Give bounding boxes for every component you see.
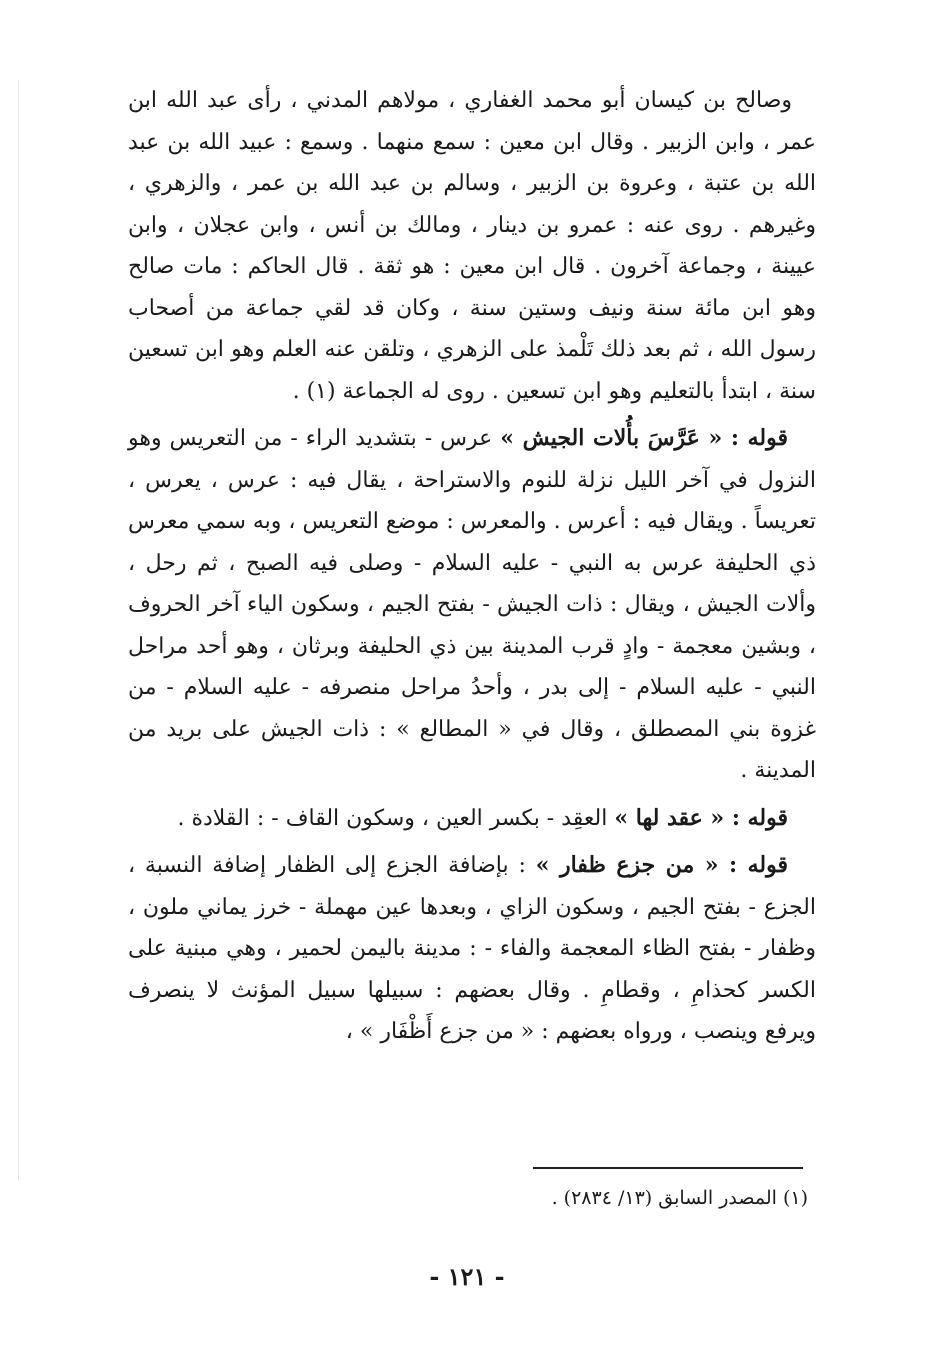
scan-margin-line [18,80,19,1180]
text-line: الياء آخر الحروف ، وبشين معجمة - وادٍ قرب المدينة بين ذي الحليفة [128,592,816,659]
footnote: (١) المصدر السابق (١٣/ ٢٨٣٤) . [551,1187,808,1209]
text-line: : بإضافة الجزع إلى الظفار إضافة النسبة ، [128,853,526,878]
page-number: - ١٢١ - [429,1262,505,1291]
text-line: عمر ، والزهري ، وغيرهم . روى عنه : عمرو بن دينار ، ومالك بن [128,171,816,238]
text-line: أنس ، وابن عجلان ، وابن عيينة ، وجماعة آخرون . قال ابن معين : [128,212,816,279]
text-line: رحل ، وألات الجيش ، ويقال : ذات الجيش - بفتح الجيم ، وسكون [128,550,816,617]
paragraph-jaz-zafar [128,845,816,1053]
text-line: وصالح بن كيسان أبو محمد الغفاري ، مولاهم المدني ، رأى عبد الله [166,88,792,113]
text-line: الزهري ، وتلقن عنه العلم وهو ابن تسعين سنة ، ابتدأ بالتعليم وهو ابن [128,337,816,404]
text-line: تسعين . روى له الجماعة (١) . [292,378,566,404]
text-line: الجزع - بفتح الجيم ، وسكون الزاي ، وبعدها عين مهملة - خرز يماني [197,894,816,920]
text-line: المؤنث لا ينصرف ويرفع وينصب ، ورواه بعضهم : « من جزع أَظْفَار » ، [128,977,816,1044]
paragraph-salih-biography [128,80,816,412]
text-line: النزول في آخر الليل نزلة للنوم والاستراحة ، يقال فيه : عرس ، يعرس ، [128,467,816,493]
text-line: العقِد - بكسر العين ، وسكون القاف - : القلادة . [177,805,608,831]
text-line: منصرفه - عليه السلام - من غزوة بني المصطلق ، وقال في « المطالع » : [128,675,816,742]
text-line: عبيد الله بن عبد الله بن عتبة ، وعروة بن الزبير ، وسالم بن عبد الله بن [128,129,817,196]
paragraph-lead: قوله : « من جزع ظفار » [535,852,788,878]
paragraph-lead: قوله : « عَرَّسَ بأُلات الجيش » [500,425,788,451]
text-line: ذات الجيش على بريد من المدينة . [128,716,816,783]
paragraph-iqd [128,798,816,840]
text-line: ابن عمر ، وابن الزبير . وقال ابن معين : سمع منهما . وسمع : [128,88,816,155]
text-line: وبرثان ، وهو أحد مراحل النبي - عليه السلام - إلى بدر ، وأحدُ مراحل [128,633,816,700]
text-line: عرس - بتشديد الراء - من التعريس وهو [128,426,493,451]
footnote-separator [533,1167,803,1169]
main-text [128,80,816,1059]
text-line: ملون ، وظفار - بفتح الظاء المعجمة والفاء - : مدينة باليمن لحمير ، [128,894,816,961]
paragraph-lead: قوله : « عقد لها » [614,804,788,831]
text-line: وهي مبنية على الكسر كحذامِ ، وقطامِ . وقال بعضهم : سبيلها سبيل [128,936,816,1003]
text-line: هو ثقة . قال الحاكم : مات صالح وهو ابن مائة سنة ونيف وستين سنة ، [128,254,816,321]
text-line: معرس ذي الحليفة عرس به النبي - عليه السلام - وصلى فيه الصبح ، ثم [127,509,817,576]
text-line: وكان قد لقي جماعة من أصحاب رسول الله ، ثم بعد ذلك تَلْمذ على [128,295,817,362]
paragraph-arras [128,418,816,792]
text-line: تعريساً . ويقال فيه : أعرس . والمعرس : موضع التعريس ، وبه سمي [196,509,816,534]
